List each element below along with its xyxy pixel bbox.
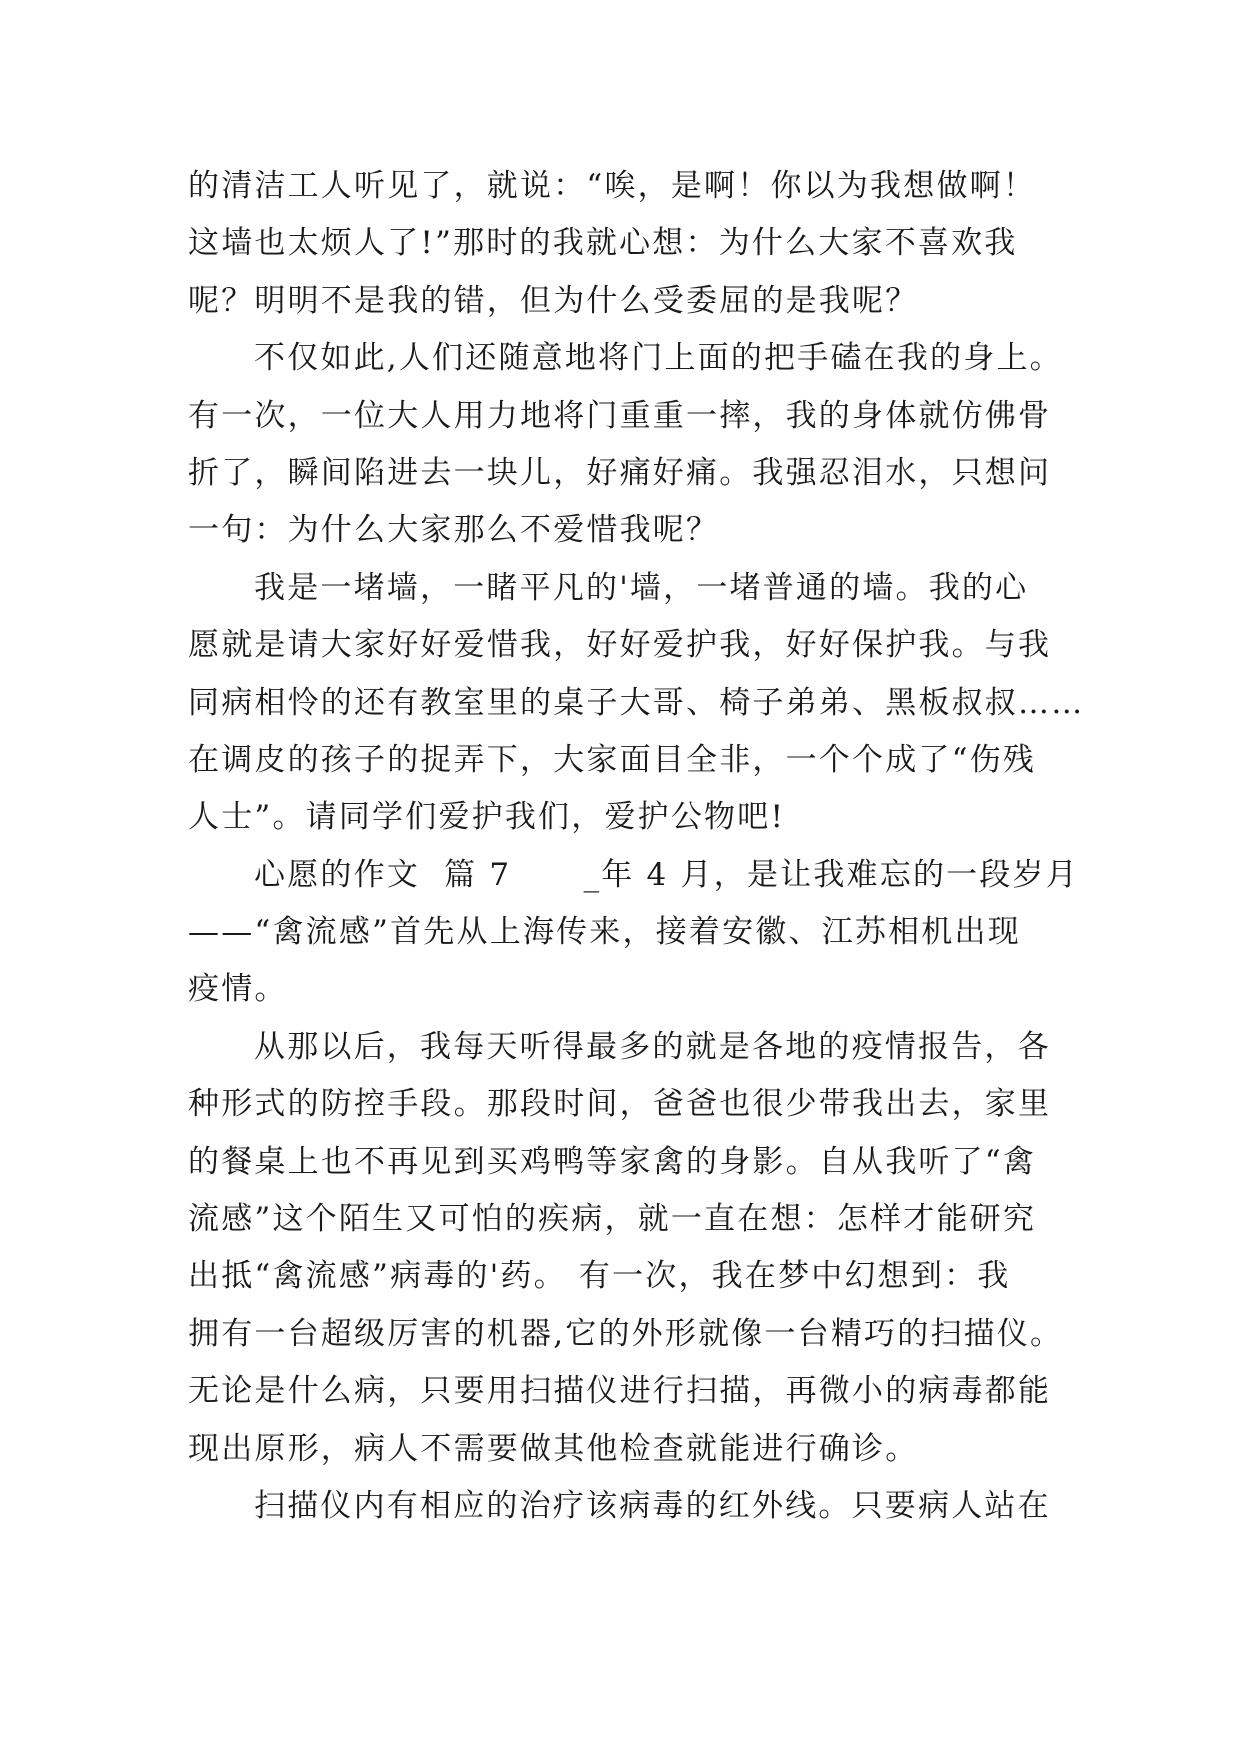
text-line: 同病相怜的还有教室里的桌子大哥、椅子弟弟、黑板叔叔…… <box>188 684 1085 721</box>
text-line: 种形式的防控手段。那段时间，爸爸也很少带我出去，家里 <box>188 1086 1052 1123</box>
paragraph-start-line: 不仅如此,人们还随意地将门上面的把手磕在我的身上。 <box>254 340 1063 377</box>
text-line: 有一次，一位大人用力地将门重重一摔，我的身体就仿佛骨 <box>188 397 1052 434</box>
text-line: 呢？明明不是我的错，但为什么受委屈的是我呢？ <box>188 282 919 319</box>
text-line: 的清洁工人听见了，就说：“唉，是啊！你以为我想做啊！ <box>188 168 1037 204</box>
text-line: 的餐桌上也不再见到买鸡鸭等家禽的身影。自从我听了“禽 <box>188 1143 1037 1180</box>
paragraph-start-line: 我是一堵墙，一睹平凡的'墙，一堵普通的墙。我的心 <box>254 569 1029 606</box>
paragraph-start-line: 从那以后，我每天听得最多的就是各地的疫情报告，各 <box>254 1028 1051 1065</box>
text-line: 一句：为什么大家那么不爱惜我呢？ <box>188 512 720 549</box>
text-line: 愿就是请大家好好爱惜我，好好爱护我，好好保护我。与我 <box>188 627 1052 664</box>
text-line: 流感”这个陌生又可怕的疾病，就一直在想：怎样才能研究 <box>188 1201 1037 1238</box>
text-line: 人士”。请同学们爱护我们，爱护公物吧! <box>188 799 786 836</box>
text-line: 在调皮的孩子的捉弄下，大家面目全非，一个个成了“伤残 <box>188 741 1037 778</box>
text-line: ——“禽流感”首先从上海传来，接着安徽、江苏相机出现 <box>188 914 1021 951</box>
text-line: 无论是什么病，只要用扫描仪进行扫描，再微小的病毒都能 <box>188 1373 1052 1410</box>
text-line: 出抵“禽流感”病毒的'药。 有一次，我在梦中幻想到：我 <box>188 1258 1011 1295</box>
section-heading-line: 心愿的作文 篇 7 _年 4 月，是让我难忘的一段岁月 <box>254 856 1079 893</box>
paragraph-start-line: 扫描仪内有相应的治疗该病毒的红外线。只要病人站在 <box>254 1487 1051 1524</box>
essay-body <box>188 158 1085 1535</box>
text-line: 这墙也太烦人了!”那时的我就心想：为什么大家不喜欢我 <box>188 225 1018 262</box>
text-line: 现出原形，病人不需要做其他检查就能进行确诊。 <box>188 1430 919 1467</box>
text-line: 疫情。 <box>188 971 288 1008</box>
text-line: 拥有一台超级厉害的机器,它的外形就像一台精巧的扫描仪。 <box>188 1315 1064 1352</box>
text-line: 折了，瞬间陷进去一块儿，好痛好痛。我强忍泪水，只想问 <box>188 454 1052 491</box>
